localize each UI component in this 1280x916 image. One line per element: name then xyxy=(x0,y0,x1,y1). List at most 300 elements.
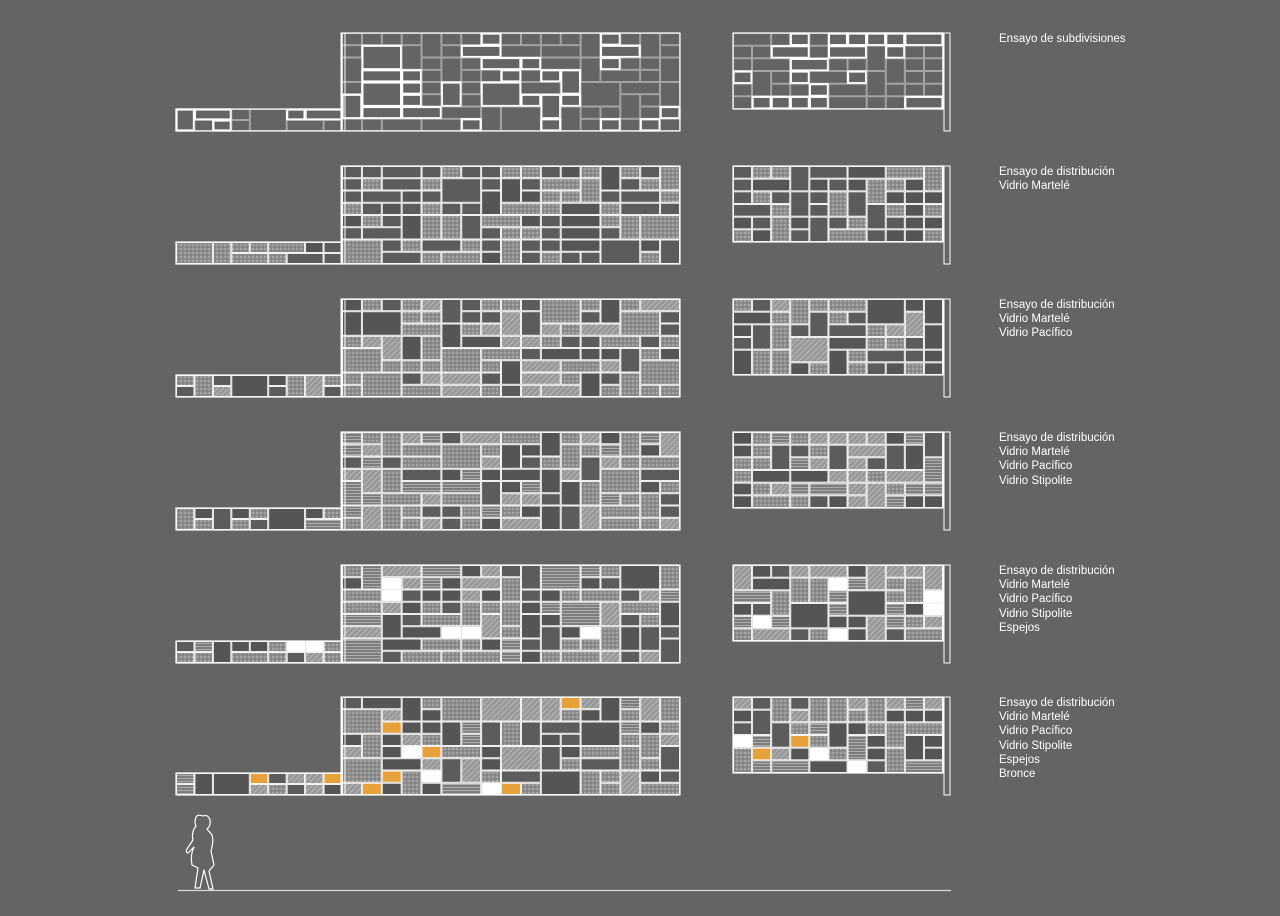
glass-cell xyxy=(502,771,541,782)
glass-cell xyxy=(905,312,923,336)
glass-cell xyxy=(641,615,660,626)
glass-cell xyxy=(601,506,640,517)
glass-cell xyxy=(362,83,401,107)
glass-cell xyxy=(232,110,249,120)
glass-cell xyxy=(621,602,660,613)
glass-cell xyxy=(601,203,620,214)
glass-cell xyxy=(641,58,660,69)
glass-cell xyxy=(402,191,421,202)
glass-cell xyxy=(502,361,521,385)
glass-cell xyxy=(641,167,660,178)
glass-cell xyxy=(601,191,620,202)
glass-cell xyxy=(462,639,481,650)
glass-cell xyxy=(905,761,942,773)
glass-cell xyxy=(442,252,481,263)
glass-cell xyxy=(848,458,866,470)
glass-cell xyxy=(810,300,828,312)
glass-cell xyxy=(661,312,680,323)
glass-cell xyxy=(422,373,441,384)
glass-cell xyxy=(541,734,560,745)
glass-cell xyxy=(287,376,304,397)
glass-cell xyxy=(541,179,580,190)
glass-cell xyxy=(422,83,441,94)
glass-cell xyxy=(502,167,521,178)
glass-cell xyxy=(734,723,752,735)
glass-cell xyxy=(502,494,521,505)
low-wing-panel xyxy=(176,242,342,264)
glass-cell xyxy=(442,590,461,601)
glass-cell xyxy=(581,167,600,178)
glass-cell xyxy=(661,83,680,107)
glass-cell xyxy=(886,604,904,616)
glass-cell xyxy=(848,723,866,735)
glass-cell xyxy=(402,83,421,94)
glass-cell xyxy=(442,506,461,517)
glass-cell xyxy=(382,179,421,190)
glass-cell xyxy=(541,349,580,360)
glass-cell xyxy=(561,34,580,45)
glass-cell xyxy=(462,627,481,638)
main-facade-panel xyxy=(342,432,680,530)
glass-cell xyxy=(382,771,401,782)
glass-cell xyxy=(753,496,790,508)
glass-cell xyxy=(442,469,461,480)
glass-cell xyxy=(886,445,904,469)
glass-cell xyxy=(810,433,828,445)
glass-cell xyxy=(502,203,541,214)
glass-cell xyxy=(886,84,904,96)
glass-cell xyxy=(791,445,809,457)
glass-cell xyxy=(502,722,521,746)
glass-cell xyxy=(886,167,923,179)
glass-cell xyxy=(442,494,481,505)
glass-cell xyxy=(343,639,382,663)
glass-cell xyxy=(502,433,541,444)
glass-cell xyxy=(362,698,401,709)
glass-cell xyxy=(601,469,640,493)
glass-cell xyxy=(753,59,790,71)
glass-cell xyxy=(661,566,680,590)
glass-cell xyxy=(753,748,771,760)
glass-cell xyxy=(561,747,580,758)
glass-cell xyxy=(734,604,752,616)
glass-cell xyxy=(402,457,441,468)
glass-cell xyxy=(521,445,540,456)
row-label-line: Ensayo de distribución xyxy=(999,565,1115,577)
glass-cell xyxy=(521,336,540,347)
glass-cell xyxy=(561,373,580,384)
glass-cell xyxy=(848,578,866,590)
glass-cell xyxy=(848,363,866,375)
glass-cell xyxy=(362,107,401,118)
glass-cell xyxy=(521,167,540,178)
glass-cell xyxy=(772,698,790,722)
glass-cell xyxy=(402,590,421,601)
glass-cell xyxy=(581,433,600,444)
main-facade-panel xyxy=(342,697,680,795)
glass-cell xyxy=(402,34,421,45)
glass-cell xyxy=(502,506,521,517)
glass-cell xyxy=(734,192,752,204)
glass-cell xyxy=(521,373,560,384)
glass-cell xyxy=(502,228,521,239)
glass-cell xyxy=(250,243,267,253)
glass-cell xyxy=(886,433,904,445)
glass-cell xyxy=(343,627,382,638)
glass-cell xyxy=(621,734,640,745)
glass-cell xyxy=(402,433,421,444)
glass-cell xyxy=(462,469,481,480)
glass-cell xyxy=(905,84,923,96)
glass-cell xyxy=(829,230,866,242)
glass-cell xyxy=(791,433,809,445)
glass-cell xyxy=(621,119,640,130)
glass-cell xyxy=(829,698,847,722)
glass-cell xyxy=(734,59,752,71)
scale-figure xyxy=(178,815,951,890)
glass-cell xyxy=(581,722,620,746)
glass-cell xyxy=(905,97,942,109)
glass-cell xyxy=(402,482,441,493)
glass-cell xyxy=(867,179,885,203)
glass-cell xyxy=(324,509,341,519)
glass-cell xyxy=(791,604,828,628)
glass-cell xyxy=(753,97,771,109)
glass-cell xyxy=(848,483,866,495)
glass-cell xyxy=(362,119,381,130)
glass-cell xyxy=(621,216,640,240)
glass-cell xyxy=(924,748,942,760)
glass-cell xyxy=(661,385,680,396)
glass-cell xyxy=(810,723,828,735)
glass-cell xyxy=(661,602,680,626)
glass-cell xyxy=(250,774,267,784)
glass-cell xyxy=(601,783,620,794)
glass-cell xyxy=(886,616,904,628)
glass-cell xyxy=(422,698,441,709)
glass-cell xyxy=(867,97,885,109)
glass-cell xyxy=(442,627,461,638)
glass-cell xyxy=(581,336,600,347)
glass-cell xyxy=(848,736,866,760)
glass-cell xyxy=(810,629,828,641)
glass-cell xyxy=(734,350,752,374)
glass-cell xyxy=(541,615,560,626)
glass-cell xyxy=(772,566,790,578)
glass-cell xyxy=(462,95,481,106)
row-label-line: Vidrio Pacífico xyxy=(999,593,1073,606)
row-label-block xyxy=(999,431,1259,488)
side-facade-panel xyxy=(733,697,943,773)
glass-cell xyxy=(382,203,401,214)
glass-cell xyxy=(362,445,381,456)
glass-cell xyxy=(581,482,600,506)
glass-cell xyxy=(422,771,441,782)
main-facade-panel xyxy=(342,33,680,131)
glass-cell xyxy=(462,216,481,240)
glass-cell xyxy=(753,458,771,470)
glass-cell xyxy=(521,349,540,360)
glass-cell xyxy=(462,240,481,251)
glass-cell xyxy=(867,72,885,96)
glass-cell xyxy=(848,710,866,722)
glass-cell xyxy=(521,722,540,746)
row-label-block xyxy=(999,696,1259,781)
row-label-line: Ensayo de distribución xyxy=(999,697,1115,709)
glass-cell xyxy=(772,616,790,628)
glass-cell xyxy=(810,84,828,96)
glass-cell xyxy=(810,192,828,204)
glass-cell xyxy=(422,336,441,360)
glass-cell xyxy=(541,506,560,530)
glass-cell xyxy=(791,84,809,96)
glass-cell xyxy=(772,46,809,58)
glass-cell xyxy=(442,602,461,613)
glass-cell xyxy=(641,518,660,529)
glass-cell xyxy=(541,228,560,239)
glass-cell xyxy=(810,312,828,336)
glass-cell xyxy=(924,496,942,508)
glass-cell xyxy=(482,361,501,372)
glass-cell xyxy=(541,203,560,214)
glass-cell xyxy=(848,496,866,508)
low-wing-panel xyxy=(176,773,342,795)
glass-cell xyxy=(924,591,942,603)
glass-cell xyxy=(734,616,752,628)
glass-cell xyxy=(905,566,923,578)
glass-cell xyxy=(581,324,620,335)
glass-cell xyxy=(601,494,620,505)
glass-cell xyxy=(402,734,421,745)
glass-cell xyxy=(306,376,323,397)
glass-cell xyxy=(621,710,640,721)
glass-cell xyxy=(442,783,481,794)
glass-cell xyxy=(641,70,660,81)
glass-cell xyxy=(886,591,904,603)
glass-cell xyxy=(581,312,600,323)
glass-cell xyxy=(521,639,540,650)
glass-cell xyxy=(324,387,341,397)
glass-cell xyxy=(382,734,401,745)
glass-cell xyxy=(462,602,481,626)
glass-cell xyxy=(905,433,923,445)
glass-cell xyxy=(442,349,481,373)
glass-cell xyxy=(886,205,904,217)
glass-cell xyxy=(324,254,341,264)
glass-cell xyxy=(661,639,680,663)
glass-cell xyxy=(734,325,752,337)
glass-cell xyxy=(791,698,809,710)
glass-cell xyxy=(734,217,752,229)
glass-cell xyxy=(402,506,421,517)
glass-cell xyxy=(287,785,304,795)
side-facade-panel xyxy=(733,299,943,375)
glass-cell xyxy=(402,240,421,251)
glass-cell xyxy=(886,698,904,710)
glass-cell xyxy=(772,748,790,760)
glass-cell xyxy=(232,509,249,519)
glass-cell xyxy=(924,300,942,324)
glass-cell xyxy=(521,216,540,227)
glass-cell xyxy=(382,167,421,178)
glass-cell xyxy=(287,254,323,264)
glass-cell xyxy=(482,457,501,468)
glass-cell xyxy=(924,710,942,722)
glass-cell xyxy=(561,759,580,770)
glass-cell xyxy=(829,629,847,641)
glass-cell xyxy=(886,97,904,109)
glass-cell xyxy=(886,46,904,58)
row-label-line: Vidrio Martelé xyxy=(999,711,1070,724)
glass-cell xyxy=(306,110,342,120)
glass-cell xyxy=(581,58,600,82)
glass-cell xyxy=(402,336,421,360)
glass-cell xyxy=(541,469,560,493)
glass-cell xyxy=(422,747,441,758)
glass-cell xyxy=(734,629,752,641)
glass-cell xyxy=(886,179,904,191)
glass-cell xyxy=(482,639,501,650)
glass-cell xyxy=(661,58,680,82)
glass-cell xyxy=(601,336,640,347)
glass-cell xyxy=(502,240,521,264)
glass-cell xyxy=(382,783,401,794)
glass-cell xyxy=(561,469,580,480)
glass-cell xyxy=(753,300,771,312)
glass-cell xyxy=(924,616,942,628)
glass-cell xyxy=(213,376,230,386)
side-facade-panel xyxy=(733,432,943,508)
low-wing-panel xyxy=(176,375,342,397)
glass-cell xyxy=(521,34,540,45)
glass-cell xyxy=(791,578,809,602)
glass-cell xyxy=(661,494,680,505)
glass-cell xyxy=(362,457,381,468)
glass-cell xyxy=(521,179,540,190)
main-facade-panel xyxy=(342,299,680,397)
glass-cell xyxy=(829,445,847,469)
glass-cell xyxy=(734,46,752,58)
glass-cell xyxy=(402,627,441,638)
glass-cell xyxy=(362,203,381,214)
glass-cell xyxy=(541,433,560,457)
glass-cell xyxy=(867,363,885,375)
glass-cell xyxy=(343,349,382,373)
glass-cell xyxy=(641,482,660,493)
glass-cell xyxy=(362,566,381,590)
glass-cell xyxy=(561,361,600,372)
glass-cell xyxy=(382,216,401,227)
glass-cell xyxy=(422,119,461,130)
glass-cell xyxy=(772,192,790,204)
glass-cell xyxy=(791,325,809,337)
glass-cell xyxy=(502,46,541,57)
glass-cell xyxy=(561,203,600,214)
glass-cell xyxy=(621,722,640,733)
glass-cell xyxy=(382,651,401,662)
glass-cell xyxy=(905,723,942,735)
glass-cell xyxy=(442,747,481,758)
glass-cell xyxy=(886,496,904,508)
glass-cell xyxy=(753,566,771,578)
glass-cell xyxy=(482,228,501,239)
glass-cell xyxy=(829,616,847,628)
glass-cell xyxy=(306,774,323,784)
glass-cell xyxy=(561,336,580,347)
glass-cell xyxy=(848,629,866,641)
glass-cell xyxy=(905,616,923,628)
glass-cell xyxy=(269,254,286,264)
glass-cell xyxy=(581,179,600,203)
glass-cell xyxy=(422,300,441,311)
glass-cell xyxy=(306,785,323,795)
glass-cell xyxy=(661,34,680,45)
glass-cell xyxy=(829,433,847,445)
glass-cell xyxy=(753,698,771,710)
glass-cell xyxy=(661,722,680,733)
glass-cell xyxy=(867,698,885,722)
glass-cell xyxy=(601,58,620,69)
glass-cell xyxy=(422,783,441,794)
glass-cell xyxy=(848,616,866,628)
glass-cell xyxy=(382,457,401,468)
glass-cell xyxy=(250,520,267,530)
glass-cell xyxy=(482,747,501,758)
glass-cell xyxy=(521,361,560,372)
glass-cell xyxy=(829,84,866,96)
glass-cell xyxy=(422,167,441,178)
glass-cell xyxy=(541,216,560,227)
glass-cell xyxy=(601,627,620,651)
glass-cell xyxy=(641,590,660,601)
glass-cell xyxy=(886,471,923,483)
glass-cell xyxy=(269,509,305,530)
row-label-line: Espejos xyxy=(999,621,1040,634)
right-column-post xyxy=(944,166,950,264)
glass-cell xyxy=(561,590,580,601)
glass-cell xyxy=(621,615,640,626)
glass-cell xyxy=(905,736,923,760)
glass-cell xyxy=(772,483,790,495)
glass-cell xyxy=(581,747,620,758)
glass-cell xyxy=(362,469,381,493)
glass-cell xyxy=(621,566,660,590)
glass-cell xyxy=(502,445,521,469)
glass-cell xyxy=(269,653,286,663)
glass-cell xyxy=(848,217,866,229)
row-label-block xyxy=(999,298,1259,341)
glass-cell xyxy=(213,243,230,264)
glass-cell xyxy=(734,591,771,603)
glass-cell xyxy=(641,457,680,468)
glass-cell xyxy=(924,167,942,191)
glass-cell xyxy=(867,458,885,470)
glass-cell xyxy=(886,483,904,495)
glass-cell xyxy=(541,494,560,505)
glass-cell xyxy=(621,34,640,45)
glass-cell xyxy=(462,759,481,783)
glass-cell xyxy=(177,387,194,397)
glass-cell xyxy=(177,642,194,652)
glass-cell xyxy=(867,338,885,350)
glass-cell xyxy=(462,336,501,347)
glass-cell xyxy=(521,228,540,239)
glass-cell xyxy=(362,300,381,311)
glass-cell xyxy=(924,59,942,71)
glass-cell xyxy=(177,653,194,663)
glass-cell xyxy=(195,653,212,663)
glass-cell xyxy=(482,252,501,263)
